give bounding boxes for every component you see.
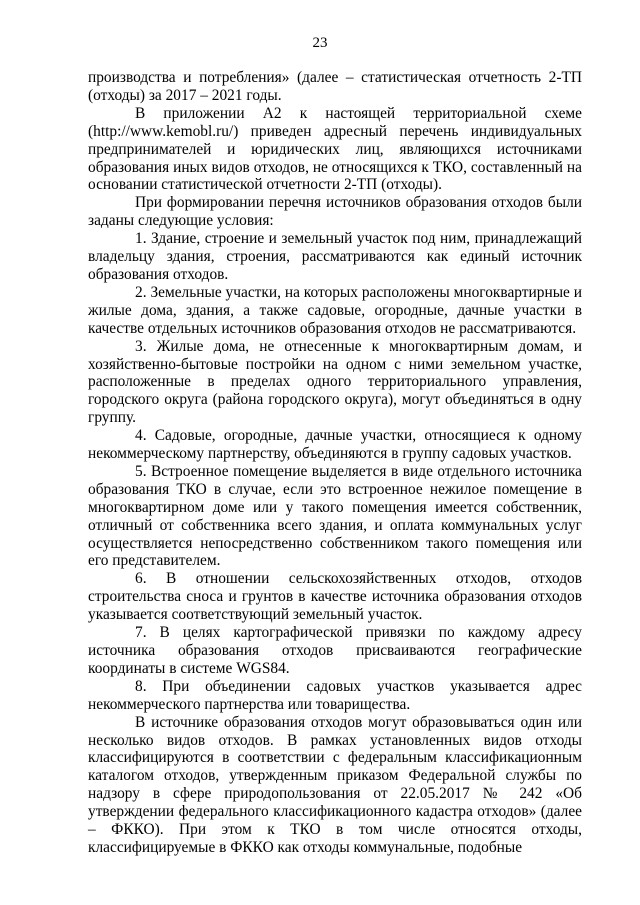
condition-4: 4. Садовые, огородные, дачные участки, относящиеся к одному некоммерческому партнерству, объединяются в группу садовых участков. <box>88 427 582 463</box>
condition-7: 7. В целях картографической привязки по каждому адресу источника образования отходов присваиваются географические координаты в системе WGS84. <box>88 624 582 677</box>
condition-8: 8. При объединении садовых участков указывается адрес некоммерческого партнерства или товарищества. <box>88 677 582 713</box>
paragraph-waste-classification: В источнике образования отходов могут образовываться один или несколько видов отходов. В рамках установленных видов отходы классифицируются в соответствии с федеральным классификационным каталогом отходов, утвержденным приказом Федеральной службы по надзору в сфере природопользования от 22.05.2017 № 242 «Об утверждении федерального классификационного кадастра отходов» (далее – ФККО). При этом к ТКО в том числе относятся отходы, классифицируемые в ФККО как отходы коммунальные, подобные <box>88 713 582 856</box>
condition-2: 2. Земельные участки, на которых расположены многоквартирные и жилые дома, здания, а также садовые, огородные, дачные участки в качестве отдельных источников образования отходов не рассматриваются. <box>88 283 582 337</box>
paragraph-conditions-intro: При формировании перечня источников образования отходов были заданы следующие условия: <box>88 194 582 230</box>
condition-5: 5. Встроенное помещение выделяется в виде отдельного источника образования ТКО в случае, если это встроенное нежилое помещение в многоквартирном доме или у такого помещения имеется собственник, отличный от собственника всего здания, и оплата коммунальных услуг осуществляется непосредственно собственником такого помещения или его представителем. <box>88 462 582 570</box>
condition-1: 1. Здание, строение и земельный участок под ним, принадлежащий владельцу здания, строения, рассматриваются как единый источник образования отходов. <box>88 230 582 283</box>
paragraph-appendix-a2: В приложении А2 к настоящей территориальной схеме (http://www.kemobl.ru/) приведен адресный перечень индивидуальных предпринимателей и юридических лиц, являющихся источниками образования иных видов отходов, не относящихся к ТКО, составленный на основании статистической отчетности 2-ТП (отходы). <box>88 104 582 194</box>
paragraph-continuation: производства и потребления» (далее – статистическая отчетность 2-ТП (отходы) за 2017 – 2021 годы. <box>88 69 582 104</box>
document-body <box>88 69 582 857</box>
page-number: 23 <box>312 35 328 51</box>
condition-6: 6. В отношении сельскохозяйственных отходов, отходов строительства сноса и грунтов в качестве источника образования отходов указывается соответствующий земельный участок. <box>88 570 582 624</box>
condition-3: 3. Жилые дома, не отнесенные к многоквартирным домам, и хозяйственно-бытовые постройки на одном с ними земельном участке, расположенные в пределах одного территориального управления, городского округа (района городского округа), могут объединяться в одну группу. <box>88 337 582 427</box>
